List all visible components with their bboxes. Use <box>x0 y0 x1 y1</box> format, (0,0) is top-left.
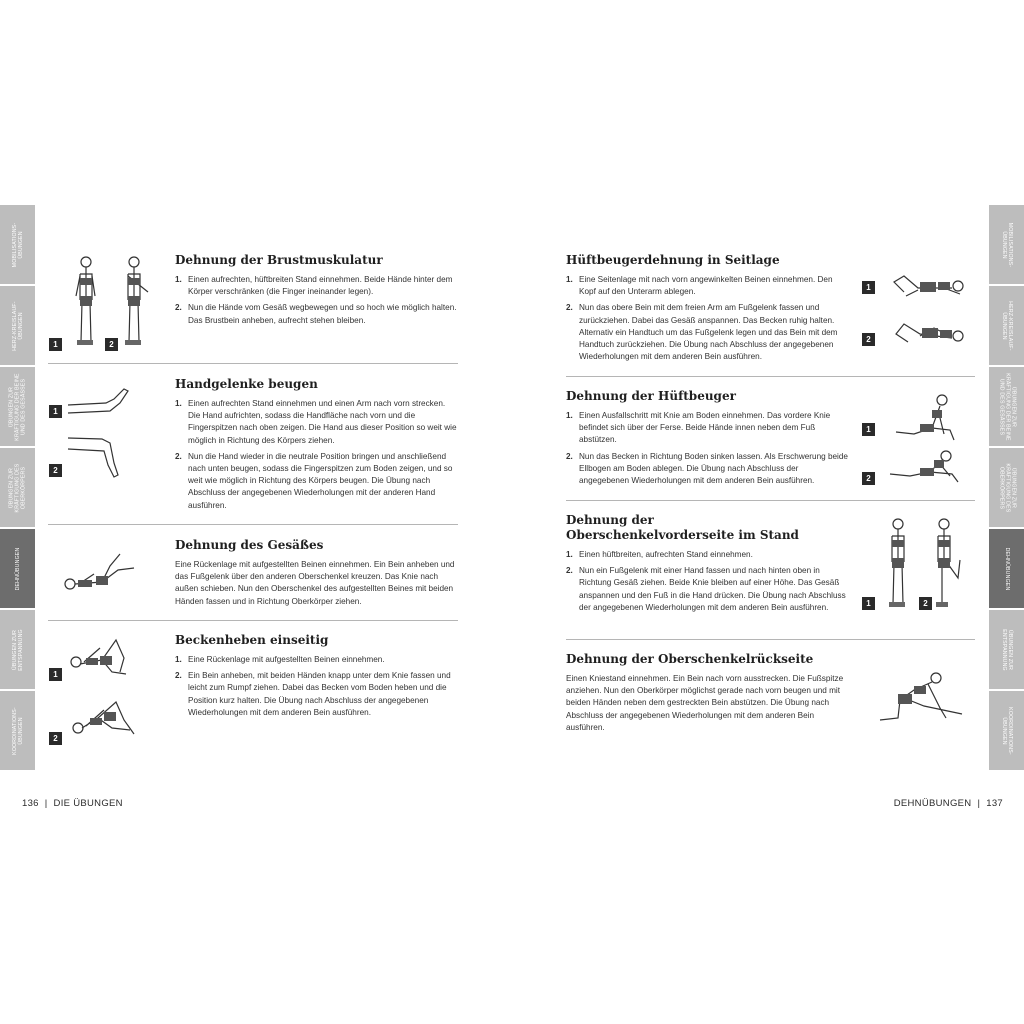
step-badge-2: 2 <box>49 464 62 477</box>
list-item: 2. Nun das Becken in Richtung Boden sinken lassen. Als Erschwerung beide Ellbogen am Boden ablegen. Die Übung nach Abschluss der angegebenen Wiederholungen mit dem anderen Bein ausführen. <box>566 451 848 486</box>
step-badge-1: 1 <box>862 597 875 610</box>
page-number: 136 <box>22 798 39 809</box>
step-badge-1: 1 <box>862 423 875 436</box>
divider <box>48 620 458 621</box>
tab-entspannung[interactable]: ÜBUNGEN ZUR ENTSPANNUNG <box>0 610 35 689</box>
list-item: 1. Eine Seitenlage mit nach vorn angewinkelten Beinen einnehmen. Den Kopf auf den Unterarm ablegen. <box>566 275 833 297</box>
list-item: 1. Eine Rückenlage mit aufgestellten Beinen einnehmen. <box>175 655 385 664</box>
exercise-title: Dehnung der Oberschenkelrückseite <box>566 652 814 666</box>
step-list <box>175 274 458 327</box>
exercise-oberschenkelvorderseite <box>566 513 850 618</box>
exercise-oberschenkelrueckseite <box>566 652 850 734</box>
step-badge-2: 2 <box>49 732 62 745</box>
tab-koordination[interactable]: KOORDINATIONS- ÜBUNGEN <box>0 691 35 770</box>
tab-kraeftigung-beine[interactable]: ÜBUNGEN ZUR KRÄFTIGUNG DER BEINE UND DES GESÄSSES <box>989 367 1024 446</box>
glute-stretch-illustration <box>62 548 144 596</box>
footer-left <box>22 798 123 809</box>
section-label: DIE ÜBUNGEN <box>53 798 123 809</box>
left-chapter-tabs <box>0 205 35 772</box>
list-item: 2. Ein Bein anheben, mit beiden Händen knapp unter dem Knie fassen und leicht zum Rumpf ziehen. Dabei das Becken vom Boden heben und die Position kurz halten. Die Übung nach Abschluss der angegebenen Wiederholungen mit dem anderen Bein ausführen. <box>175 671 451 717</box>
exercise-title: Beckenheben einseitig <box>175 633 329 647</box>
step-badge-2: 2 <box>105 338 118 351</box>
footer-right <box>894 798 1003 809</box>
exercise-description: Eine Rückenlage mit aufgestellten Beinen einnehmen. Ein Bein anheben und das Fußgelenk über den anderen Oberschenkel kreuzen. Das Knie nach außen schieben. Nun den Oberschenkel des aufgestellten Beines mit beiden Händen fassen und in Richtung Oberkörper ziehen. <box>175 560 455 606</box>
exercise-title: Dehnung der Oberschenkelvorderseite im Stand <box>566 513 799 542</box>
list-item: 1. Einen hüftbreiten, aufrechten Stand einnehmen. <box>566 550 753 559</box>
page-number: 137 <box>986 798 1003 809</box>
list-item: 2. Nun die Hand wieder in die neutrale Position bringen und anschließend nach unten beugen, sodass die Fingerspitzen zum Boden zeigen, und so weit wie möglich in Richtung des Körpers beugen. Die Übung nach Abschluss der angegebenen Wiederholungen mit der anderen Hand ausführen. <box>175 451 453 510</box>
step-list <box>566 274 850 363</box>
tab-mobilisation[interactable]: MOBILISATIONS- ÜBUNGEN <box>989 205 1024 284</box>
kneeling-hamstring-stretch-illustration <box>874 668 970 726</box>
lunge-stretch-illustration <box>884 390 970 486</box>
list-item: 2. Nun ein Fußgelenk mit einer Hand fassen und nach hinten oben in Richtung Gesäß ziehen. Beide Knie bleiben auf einer Höhe. Das Gesäß anspannen und den Fuß in die Hand drücken. Die Übung nach Abschluss der angegebenen Wiederholungen mit dem anderen Bein ausführen. <box>566 566 846 612</box>
step-list <box>566 549 850 614</box>
exercise-handgelenke <box>175 377 458 516</box>
exercise-title: Dehnung der Brustmuskulatur <box>175 253 383 267</box>
step-badge-1: 1 <box>862 281 875 294</box>
divider <box>566 376 975 377</box>
exercise-title: Dehnung des Gesäßes <box>175 538 324 552</box>
tab-kraeftigung-beine[interactable]: ÜBUNGEN ZUR KRÄFTIGUNG DER BEINE UND DES GESÄSSES <box>0 367 35 446</box>
step-list <box>175 654 458 719</box>
step-badge-2: 2 <box>862 472 875 485</box>
exercise-hueftbeuger <box>566 389 850 491</box>
exercise-gesaess <box>175 538 458 608</box>
right-chapter-tabs <box>989 205 1024 772</box>
standing-figures-illustration <box>62 252 162 352</box>
tab-dehnuebungen[interactable]: DEHNÜBUNGEN <box>0 529 35 608</box>
list-item: 2. Nun das obere Bein mit dem freien Arm am Fußgelenk fassen und zurückziehen. Dabei das Gesäß anspannen. Das Becken ruhig halten. Alternativ ein Handtuch um das Fußgelenk legen und das Bein mit dem Handtuch zurückziehen. Die Übung nach Abschluss der angegebenen Wiederholungen mit dem anderen Bein ausführen. <box>566 303 838 362</box>
exercise-title: Handgelenke beugen <box>175 377 318 391</box>
tab-dehnuebungen[interactable]: DEHNÜBUNGEN <box>989 529 1024 608</box>
footer-separator: | <box>977 798 981 809</box>
exercise-title: Dehnung der Hüftbeuger <box>566 389 736 403</box>
list-item: 1. Einen aufrechten, hüftbreiten Stand einnehmen. Beide Hände hinter dem Körper verschränken (die Finger ineinander legen). <box>175 275 453 297</box>
step-badge-1: 1 <box>49 338 62 351</box>
footer-separator: | <box>44 798 48 809</box>
exercise-beckenheben <box>175 633 458 723</box>
step-badge-1: 1 <box>49 668 62 681</box>
list-item: 2. Nun die Hände vom Gesäß wegbewegen und so hoch wie möglich halten. Das Brustbein anheben, aufrecht stehen bleiben. <box>175 303 457 325</box>
pelvic-lift-illustration <box>64 632 146 746</box>
tab-herz-kreislauf[interactable]: HERZ-KREISLAUF- ÜBUNGEN <box>989 286 1024 365</box>
tab-herz-kreislauf[interactable]: HERZ-KREISLAUF- ÜBUNGEN <box>0 286 35 365</box>
list-item: 1. Einen Ausfallschritt mit Knie am Boden einnehmen. Das vordere Knie befindet sich über der Ferse. Beide Hände innen neben dem Fuß abstützen. <box>566 411 831 445</box>
list-item: 1. Einen aufrechten Stand einnehmen und einen Arm nach vorn strecken. Die Hand aufrichten, sodass die Handfläche nach vorn und die Fingerspitzen nach oben zeigen. Die Hand aus dieser Position so weit wie möglich in Richtung des Körpers ziehen. <box>175 399 457 445</box>
exercise-hueftbeuger-seitlage <box>566 253 850 367</box>
tab-kraeftigung-oberkoerper[interactable]: ÜBUNGEN ZUR KRÄFTIGUNG DES OBERKÖRPERS <box>0 448 35 527</box>
section-label: DEHNÜBUNGEN <box>893 798 972 809</box>
step-badge-1: 1 <box>49 405 62 418</box>
exercise-brustmuskulatur <box>175 253 458 331</box>
step-badge-2: 2 <box>919 597 932 610</box>
exercise-description: Einen Kniestand einnehmen. Ein Bein nach vorn ausstrecken. Die Fußspitze anziehen. Nun den Oberkörper möglichst gerade nach vorn beugen und mit beiden Händen neben dem gestreckten Bein abstützen. Die Übung nach Abschluss der angegebenen Wiederholungen mit dem anderen Bein ausführen. <box>566 674 844 732</box>
side-lying-stretch-illustration <box>884 262 970 356</box>
divider <box>48 363 458 364</box>
tab-mobilisation[interactable]: MOBILISATIONS- ÜBUNGEN <box>0 205 35 284</box>
divider <box>566 639 975 640</box>
tab-kraeftigung-oberkoerper[interactable]: ÜBUNGEN ZUR KRÄFTIGUNG DES OBERKÖRPERS <box>989 448 1024 527</box>
wrist-stretch-illustration <box>66 383 138 481</box>
tab-entspannung[interactable]: ÜBUNGEN ZUR ENTSPANNUNG <box>989 610 1024 689</box>
divider <box>48 524 458 525</box>
step-badge-2: 2 <box>862 333 875 346</box>
step-list <box>566 410 850 487</box>
exercise-title: Hüftbeugerdehnung in Seitlage <box>566 253 780 267</box>
step-list <box>175 398 458 512</box>
tab-koordination[interactable]: KOORDINATIONS- ÜBUNGEN <box>989 691 1024 770</box>
divider <box>566 500 975 501</box>
